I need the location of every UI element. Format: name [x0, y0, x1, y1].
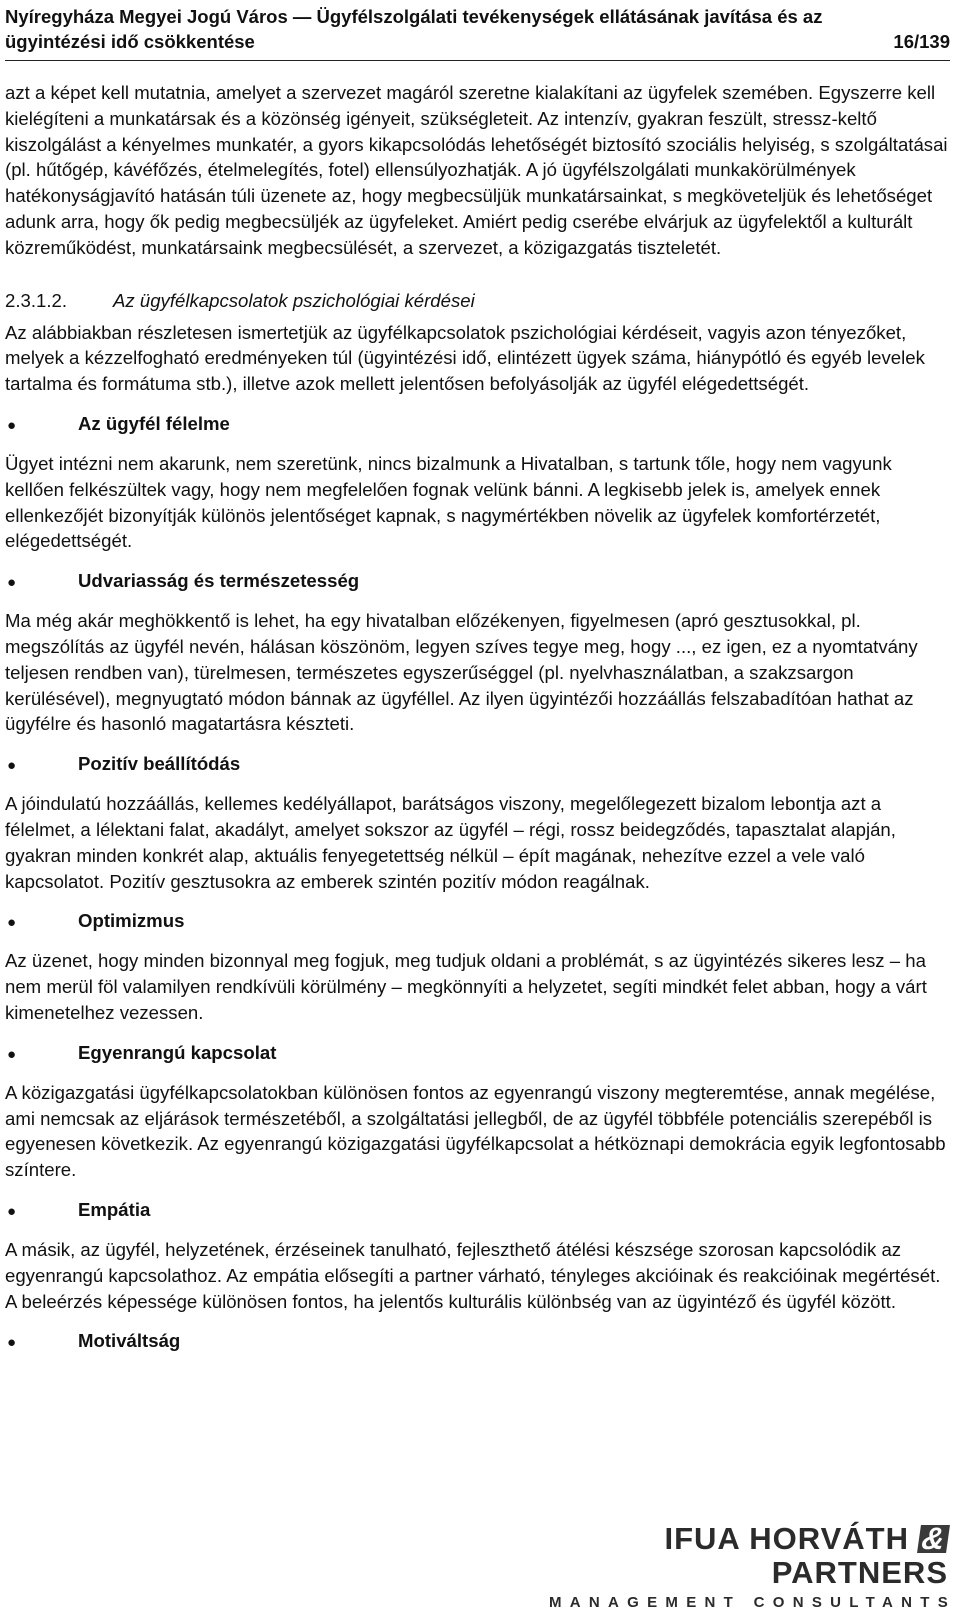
bullet-icon: ●: [7, 574, 17, 592]
bullet-heading: Pozitív beállítódás: [78, 753, 241, 775]
header-title-line2: ügyintézési idő csökkentése: [5, 31, 255, 52]
bullet-heading: Az ügyfél félelme: [78, 412, 230, 434]
bullet-item-6: [5, 1328, 950, 1356]
bullet-paragraph: Ügyet intézni nem akarunk, nem szeretünk, nincs bizalmunk a Hivatalban, s tartunk tőle, hogy nem vagyunk kellően felkészültek vagy, hogy nem megfelelően fognak velünk bánni. A legkisebb jelek is, amelyek ennek ellenkezőjét bizonyítják különös jelentőséget kapnak, s nagymértékben növelik az ügyfelek komfortérzetét, elégedettségét.: [5, 452, 892, 552]
bullet-heading: Udvariasság és természetesség: [78, 570, 360, 592]
bullet-item-4: [5, 1040, 950, 1183]
bullet-item-5: [5, 1197, 950, 1314]
logo-ampersand: &: [917, 1525, 950, 1553]
section-intro-paragraph: Az alábbiakban részletesen ismertetjük az ügyfélkapcsolatok pszichológiai kérdéseit, vagyis azon tényezőket, melyek a kézzelfogható eredményeken túl (ügyintézési idő, elintézett ügyek száma, hiánypótló és egyéb levelek tartalma és formátuma stb.), illetve azok mellett jelentősen befolyásolják az ügyfél elégedettségét.: [5, 321, 925, 395]
bullet-icon: ●: [7, 1045, 17, 1063]
page-header: [5, 0, 950, 54]
bullet-heading: Egyenrangú kapcsolat: [78, 1041, 277, 1063]
bullet-icon: ●: [7, 757, 17, 775]
intro-paragraph: azt a képet kell mutatnia, amelyet a szervezet magáról szeretne kialakítani az ügyfelek szemében. Egyszerre kell kielégíteni a munkatársak és a közönség igényeit, szükségleteit. Az intenzív, gyakran feszült, stressz-keltő kiszolgálást a kényelmes munkatér, a gyors kikapcsolódás lehetőségét biztosító szociális helyiség, s szolgáltatásai (pl. hűtőgép, kávéfőzés, ételmelegítés, fotel) ellensúlyozhatják. A jó ügyfélszolgálati munkakörülmények hatékonyságjavító hatásán túli üzenete az, hogy megbecsüljük munkatársainkat, s megköveteljük és lehetőséget adunk arra, hogy ők pedig megbecsüljék az ügyfeleket. Amiért pedig cserébe elvárjuk az ügyfelektől a kulturált közreműködést, munkatársaink megbecsülését, a szervezet, a közigazgatás tiszteletét.: [5, 82, 948, 258]
bullet-icon: ●: [7, 914, 17, 932]
bullet-item-1: [5, 568, 950, 737]
bullet-icon: ●: [7, 1334, 17, 1352]
bullet-paragraph: A másik, az ügyfél, helyzetének, érzéseinek tanulható, fejleszthető átélési készsége szorosan kapcsolódik az egyenrangú kapcsolathoz. Az empátia elősegíti a partner várható, tényleges akcióinak és reakcióinak megértését. A beleérzés képessége különösen fontos, ha jelentős kulturális különbség van az ügyintéző és ügyfél között.: [5, 1238, 941, 1312]
document-page: [5, 0, 950, 1368]
logo-text-part2: PARTNERS: [771, 1555, 948, 1590]
bullet-heading: Optimizmus: [78, 910, 185, 932]
section-title: Az ügyfélkapcsolatok pszichológiai kérdései: [113, 289, 475, 311]
company-logo: [548, 1521, 956, 1614]
bullet-paragraph: Az üzenet, hogy minden bizonnyal meg fogjuk, meg tudjuk oldani a problémát, s az ügyintézés sikeres lesz – ha nem merül föl valamilyen rendkívüli körülmény – megkönnyíti a helyzetet, segíti mindkét felet abban, hogy a várt kimenetelhez vezessen.: [5, 950, 927, 1023]
bullet-heading: Empátia: [78, 1198, 151, 1220]
bullet-icon: ●: [7, 416, 17, 434]
section-number: 2.3.1.2.: [5, 289, 68, 311]
bullet-paragraph: Ma még akár meghökkentő is lehet, ha egy hivatalban előzékenyen, figyelmesen (apró gesztusokkal, pl. megszólítás az ügyfél nevén, hálásan köszönöm, legyen szíves tegye meg, hogy ..., ez igen, ez a nyomtatvány teljesen rendben van), türelmesen, természetes egyszerűséggel (pl. nyelvhasználatban, a szakzsargon kerülésével), megnyugtató módon bánnak az ügyféllel. Az ilyen ügyintézői hozzáállás felszabadítóan hathat az ügyfélre és hasonló magatartásra készteti.: [5, 610, 918, 735]
bullet-item-2: [5, 751, 950, 894]
bullet-paragraph: A közigazgatási ügyfélkapcsolatokban különösen fontos az egyenrangú viszony megteremtése, annak megélése, ami nemcsak az eljárások természetéből, a szolgáltatási jellegből, de az ügyfél többféle potenciális szerepéből is egyenesen következik. Az egyenrangú közigazgatási ügyfélkapcsolat a hétköznapi demokrácia egyik legfontosabb színtere.: [5, 1081, 946, 1181]
bullet-item-0: [5, 411, 950, 554]
logo-text-part1: IFUA HORVÁTH: [664, 1521, 909, 1556]
header-divider: [5, 60, 950, 61]
section-heading: [5, 288, 950, 314]
bullet-heading: Motiváltság: [78, 1330, 181, 1352]
logo-subtitle: MANAGEMENT CONSULTANTS: [548, 1594, 956, 1611]
bullet-paragraph: A jóindulatú hozzáállás, kellemes kedélyállapot, barátságos viszony, megelőlegezett bizalom lebontja azt a félelmet, a lélektani falat, akadályt, amelyet sokszor az ügyfél – régi, rossz beidegződés, tapasztalat alapján, gyakran minden konkrét alap, aktuális fenyegetettség nélkül – épít magának, nehezítve ezzel a vele való kapcsolatot. Pozitív gesztusokra az emberek szintén pozitív módon reagálnak.: [5, 793, 896, 892]
bullet-item-3: [5, 908, 950, 1025]
bullet-icon: ●: [7, 1202, 17, 1220]
header-title-line1: Nyíregyháza Megyei Jogú Város — Ügyfélszolgálati tevékenységek ellátásának javítása és az: [5, 6, 823, 27]
page-number: 16/139: [893, 31, 950, 52]
